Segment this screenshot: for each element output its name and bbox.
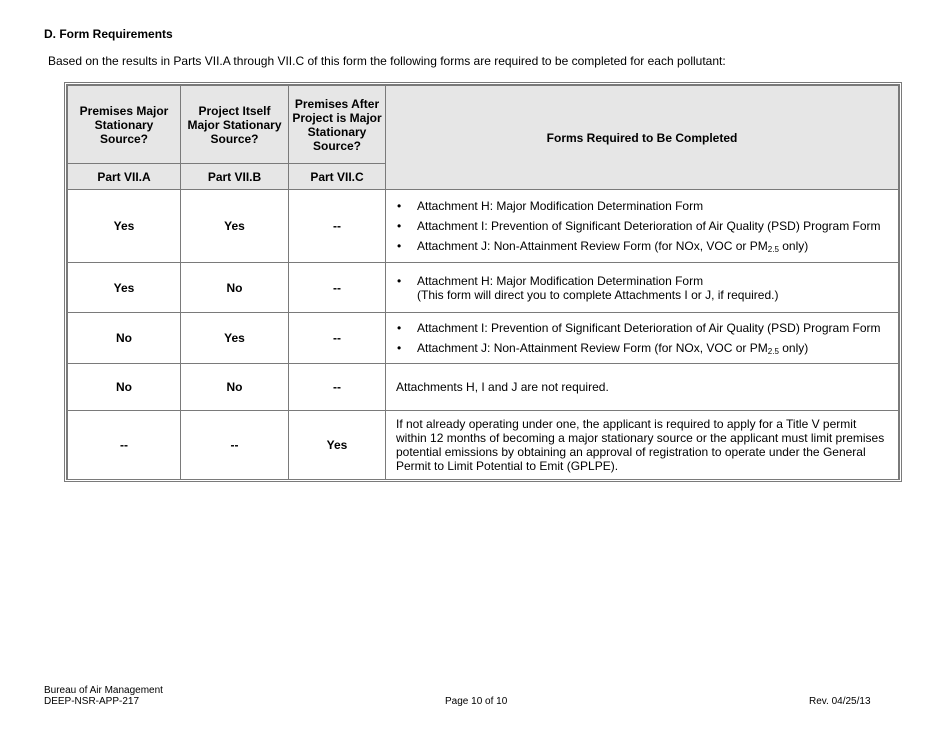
item-text: Attachment J: Non-Attainment Review Form (for NOx, VOC or PM xyxy=(417,238,768,253)
item-text: Attachment J: Non-Attainment Review Form (for NOx, VOC or PM xyxy=(417,340,768,355)
pm-subscript: 2.5 xyxy=(767,244,779,254)
cell-part-a: No xyxy=(68,313,181,364)
table-row xyxy=(68,263,899,313)
cell-part-a: -- xyxy=(68,411,181,480)
list-item: • Attachment I: Prevention of Significant Deterioration of Air Quality (PSD) Program Form xyxy=(396,219,888,233)
cell-part-c: -- xyxy=(289,263,386,313)
cell-part-c: -- xyxy=(289,364,386,411)
section-title: D. Form Requirements xyxy=(44,27,173,41)
cell-part-b: No xyxy=(181,364,289,411)
cell-forms xyxy=(386,263,899,313)
cell-forms xyxy=(386,411,899,480)
list-item: • Attachment H: Major Modification Determination Form xyxy=(396,199,888,213)
header-project-major: Project Itself Major Stationary Source? xyxy=(181,86,289,164)
footer-agency: Bureau of Air Management xyxy=(44,685,163,696)
table-row xyxy=(68,411,899,480)
cell-part-b: Yes xyxy=(181,313,289,364)
cell-forms xyxy=(386,364,899,411)
list-item: • Attachment I: Prevention of Significant Deterioration of Air Quality (PSD) Program Form xyxy=(396,321,888,335)
cell-part-c: Yes xyxy=(289,411,386,480)
forms-note: Attachments H, I and J are not required. xyxy=(396,380,609,394)
cell-part-b: Yes xyxy=(181,190,289,263)
footer-revision: Rev. 04/25/13 xyxy=(809,696,871,707)
forms-note: If not already operating under one, the applicant is required to apply for a Title V permit within 12 months of becoming a major stationary source or the applicant must limit premises potential emissions by obtaining an approval of registration to operate under the General Permit to Limit Potential to Emit (GPLPE). xyxy=(396,417,885,473)
footer-page-number: Page 10 of 10 xyxy=(445,696,508,707)
header-premises-major: Premises Major Stationary Source? xyxy=(68,86,181,164)
header-part-a: Part VII.A xyxy=(68,164,181,190)
item-note: (This form will direct you to complete Attachments I or J, if required.) xyxy=(417,287,779,302)
list-item xyxy=(396,239,888,254)
item-text: only) xyxy=(778,238,809,253)
table-row xyxy=(68,364,899,411)
footer-form-id: DEEP-NSR-APP-217 xyxy=(44,696,140,707)
item-text: only) xyxy=(778,340,809,355)
pm-subscript: 2.5 xyxy=(767,346,779,356)
header-forms-required: Forms Required to Be Completed xyxy=(386,86,899,190)
cell-part-a: No xyxy=(68,364,181,411)
header-part-b: Part VII.B xyxy=(181,164,289,190)
list-item xyxy=(396,274,888,302)
table-row xyxy=(68,190,899,263)
intro-text: Based on the results in Parts VII.A through VII.C of this form the following forms are required to be completed for each pollutant: xyxy=(48,54,726,68)
cell-part-a: Yes xyxy=(68,190,181,263)
form-requirements-table xyxy=(64,82,902,482)
cell-part-a: Yes xyxy=(68,263,181,313)
cell-part-c: -- xyxy=(289,313,386,364)
header-part-c: Part VII.C xyxy=(289,164,386,190)
cell-part-b: No xyxy=(181,263,289,313)
item-text: Attachment H: Major Modification Determination Form xyxy=(417,273,704,288)
cell-part-c: -- xyxy=(289,190,386,263)
table-row xyxy=(68,313,899,364)
list-item xyxy=(396,341,888,356)
cell-forms xyxy=(386,313,899,364)
cell-forms xyxy=(386,190,899,263)
cell-part-b: -- xyxy=(181,411,289,480)
header-premises-after-project: Premises After Project is Major Stationary Source? xyxy=(289,86,386,164)
footer-left xyxy=(44,685,163,707)
